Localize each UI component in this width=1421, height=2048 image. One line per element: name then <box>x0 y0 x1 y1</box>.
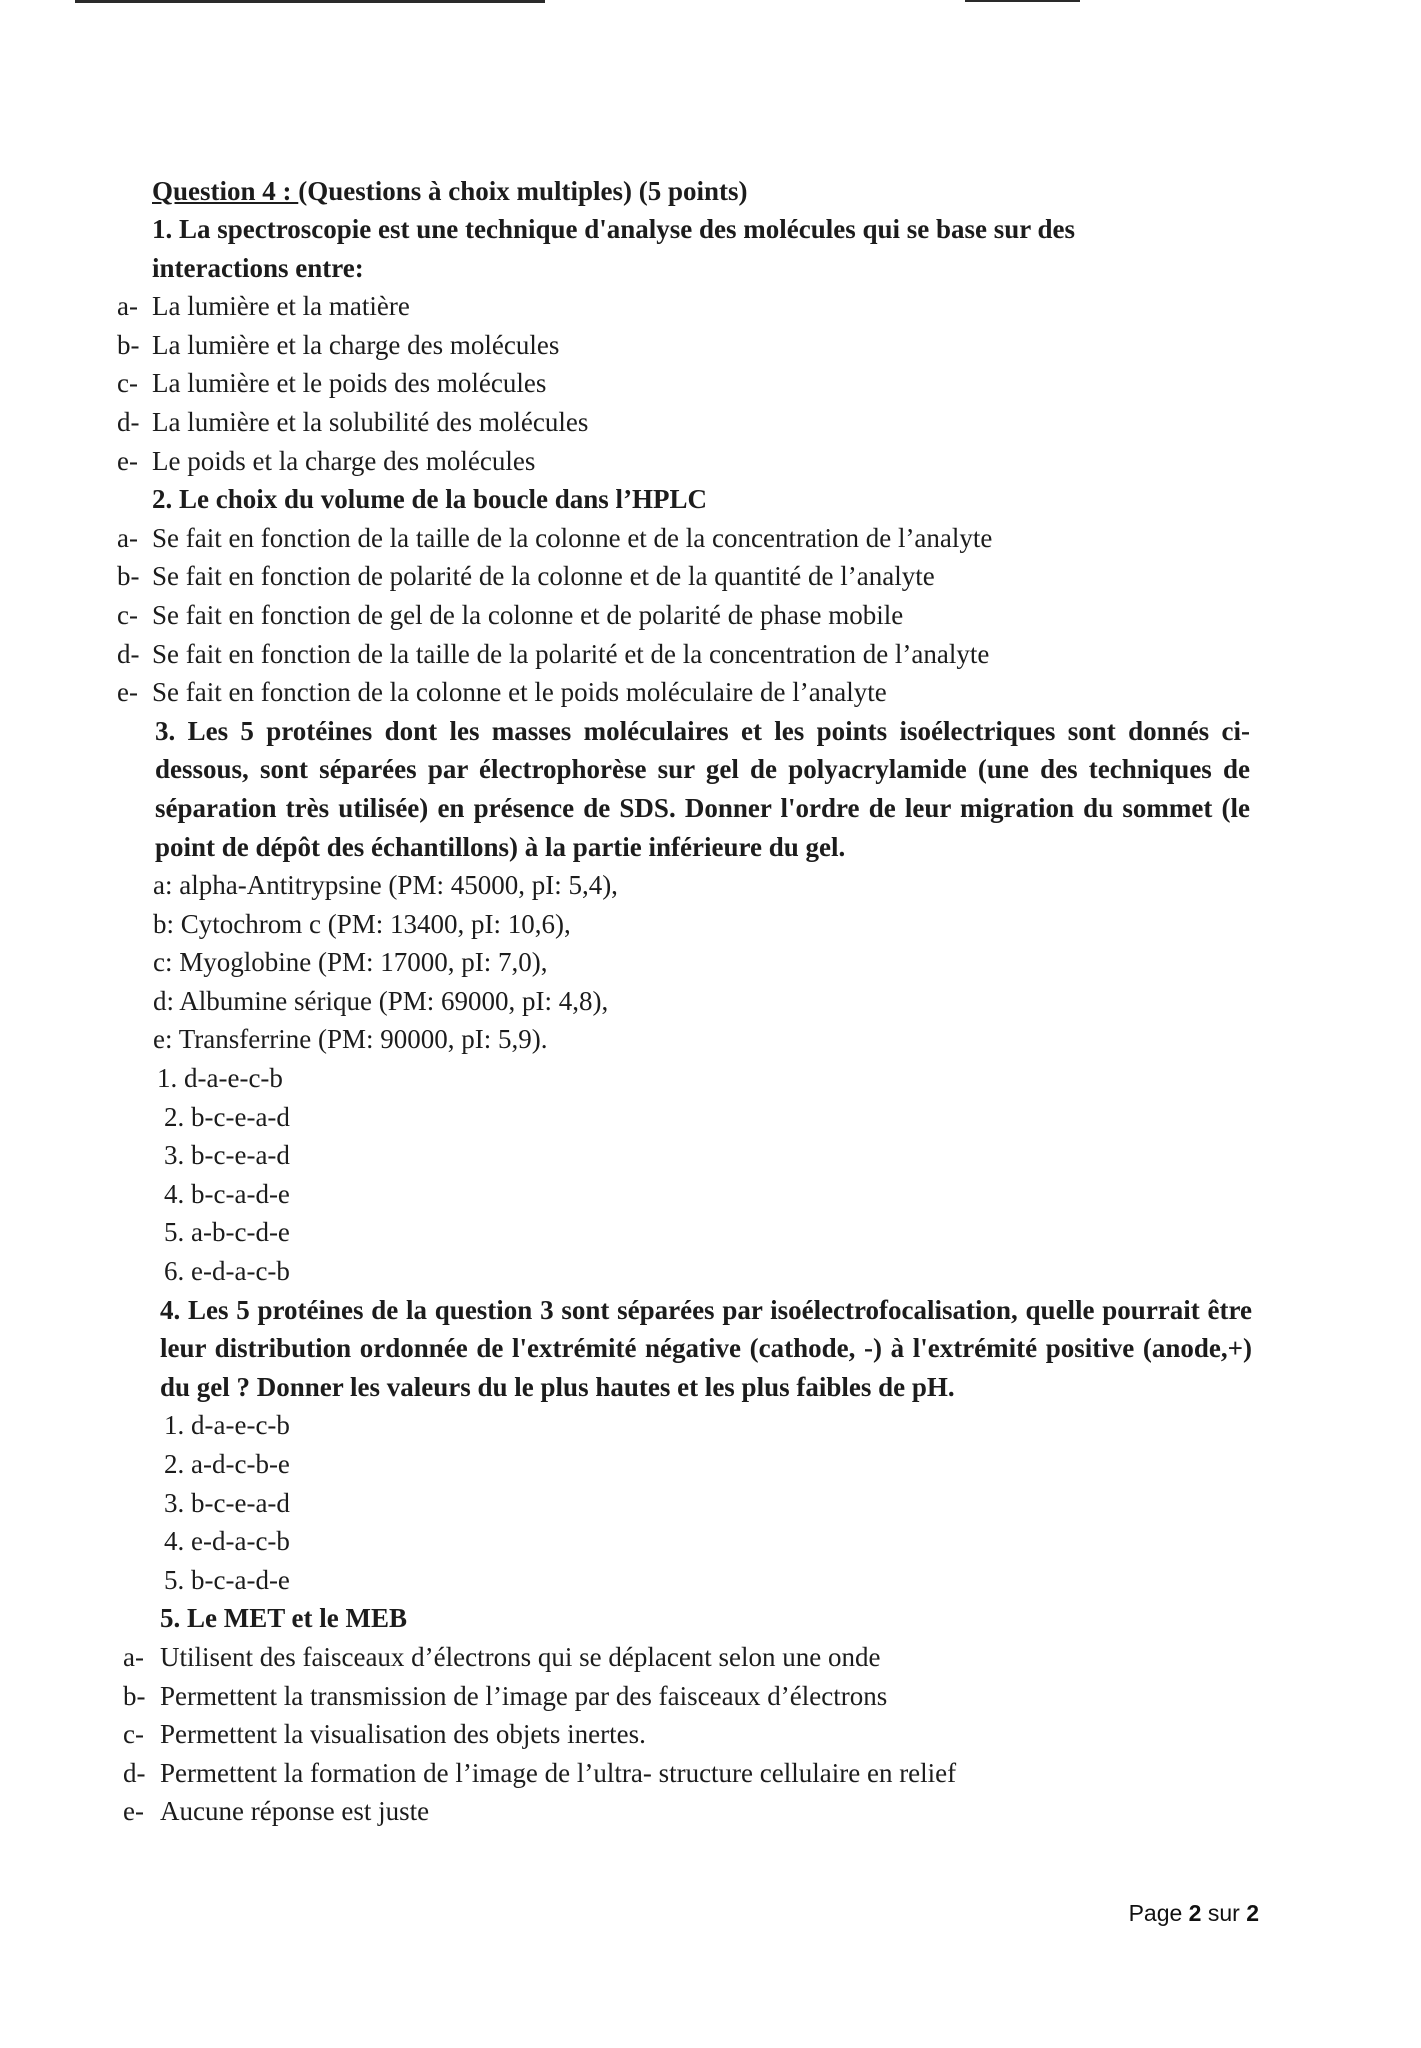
question-2-option-c: c- Se fait en fonction de gel de la colonne et de polarité de phase mobile <box>117 599 904 630</box>
heading-title: (Questions à choix multiples) (5 points) <box>298 176 748 206</box>
page-sep: sur <box>1207 1900 1240 1926</box>
protein-item-a: a: alpha-Antitrypsine (PM: 45000, pI: 5,4), <box>153 870 618 901</box>
question-2-option-e: e- Se fait en fonction de la colonne et le poids moléculaire de l’analyte <box>117 677 887 708</box>
question-heading <box>152 172 1421 210</box>
question-4-answer-1: 1. d-a-e-c-b <box>164 1410 290 1441</box>
question-1-option-d: d- La lumière et la solubilité des molécules <box>117 406 589 437</box>
question-3-answer-4: 4. b-c-a-d-e <box>164 1178 290 1209</box>
question-4-answer-3: 3. b-c-e-a-d <box>164 1487 290 1518</box>
question-3-answer-3: 3. b-c-e-a-d <box>164 1140 290 1171</box>
question-5-option-e: e- Aucune réponse est juste <box>123 1796 430 1827</box>
page-number <box>1129 1900 1259 1927</box>
protein-item-e: e: Transferrine (PM: 90000, pI: 5,9). <box>153 1024 548 1055</box>
heading-number: Question 4 : <box>152 176 299 206</box>
question-2-option-a: a- Se fait en fonction de la taille de la colonne et de la concentration de l’analyte <box>117 522 993 553</box>
protein-item-b: b: Cytochrom c (PM: 13400, pI: 10,6), <box>153 908 571 939</box>
question-5-option-c: c- Permettent la visualisation des objets inertes. <box>123 1719 646 1750</box>
question-4-stem: 4. Les 5 protéines de la question 3 sont séparées par isoélectrofocalisation, quelle pourrait être leur distribution ordonnée de l'extrémité négative (cathode, -) à l'extrémité positive (anode,+) du gel ? Donner les valeurs du le plus hautes et les plus faibles de pH. <box>160 1294 1252 1402</box>
question-3-answer-6: 6. e-d-a-c-b <box>164 1256 290 1287</box>
question-3-stem: 3. Les 5 protéines dont les masses moléculaires et les points isoélectriques sont donnés ci-dessous, sont séparées par électrophorèse sur gel de polyacrylamide (une des techniques de séparation très utilisée) en présence de SDS. Donner l'ordre de leur migration du sommet (le point de dépôt des échantillons) à la partie inférieure du gel. <box>155 715 1250 862</box>
question-5-stem: 5. Le MET et le MEB <box>160 1603 407 1634</box>
question-5-option-b: b- Permettent la transmission de l’image par des faisceaux d’électrons <box>123 1680 888 1711</box>
question-1-option-a: a- La lumière et la matière <box>117 291 410 322</box>
page-label: Page <box>1128 1900 1183 1926</box>
top-rule-right <box>965 0 1080 2</box>
question-5-option-d: d- Permettent la formation de l’image de l’ultra- structure cellulaire en relief <box>123 1757 957 1788</box>
page-current: 2 <box>1188 1900 1202 1926</box>
question-2-stem: 2. Le choix du volume de la boucle dans l’HPLC <box>152 484 708 515</box>
question-3-answer-2: 2. b-c-e-a-d <box>164 1101 290 1132</box>
question-3-answer-1: 1. d-a-e-c-b <box>157 1063 283 1094</box>
question-5-option-a: a- Utilisent des faisceaux d’électrons qui se déplacent selon une onde <box>123 1641 881 1672</box>
question-2-option-d: d- Se fait en fonction de la taille de la polarité et de la concentration de l’analyte <box>117 638 990 669</box>
exam-page <box>0 172 1421 1831</box>
question-4-answer-5: 5. b-c-a-d-e <box>164 1564 290 1595</box>
protein-item-c: c: Myoglobine (PM: 17000, pI: 7,0), <box>153 947 548 978</box>
question-4-answer-4: 4. e-d-a-c-b <box>164 1526 290 1557</box>
question-1-stem: 1. La spectroscopie est une technique d'analyse des molécules qui se base sur des interactions entre: <box>152 214 1076 283</box>
top-rule <box>75 0 545 3</box>
question-1-option-b: b- La lumière et la charge des molécules <box>117 329 560 360</box>
question-1-option-e: e- Le poids et la charge des molécules <box>117 445 536 476</box>
question-2-option-b: b- Se fait en fonction de polarité de la colonne et de la quantité de l’analyte <box>117 561 935 592</box>
question-1-option-c: c- La lumière et le poids des molécules <box>117 368 547 399</box>
question-4-answer-2: 2. a-d-c-b-e <box>164 1449 290 1479</box>
protein-item-d: d: Albumine sérique (PM: 69000, pI: 4,8), <box>153 985 609 1016</box>
page-total: 2 <box>1246 1900 1259 1926</box>
question-3-answer-5: 5. a-b-c-d-e <box>164 1217 290 1248</box>
